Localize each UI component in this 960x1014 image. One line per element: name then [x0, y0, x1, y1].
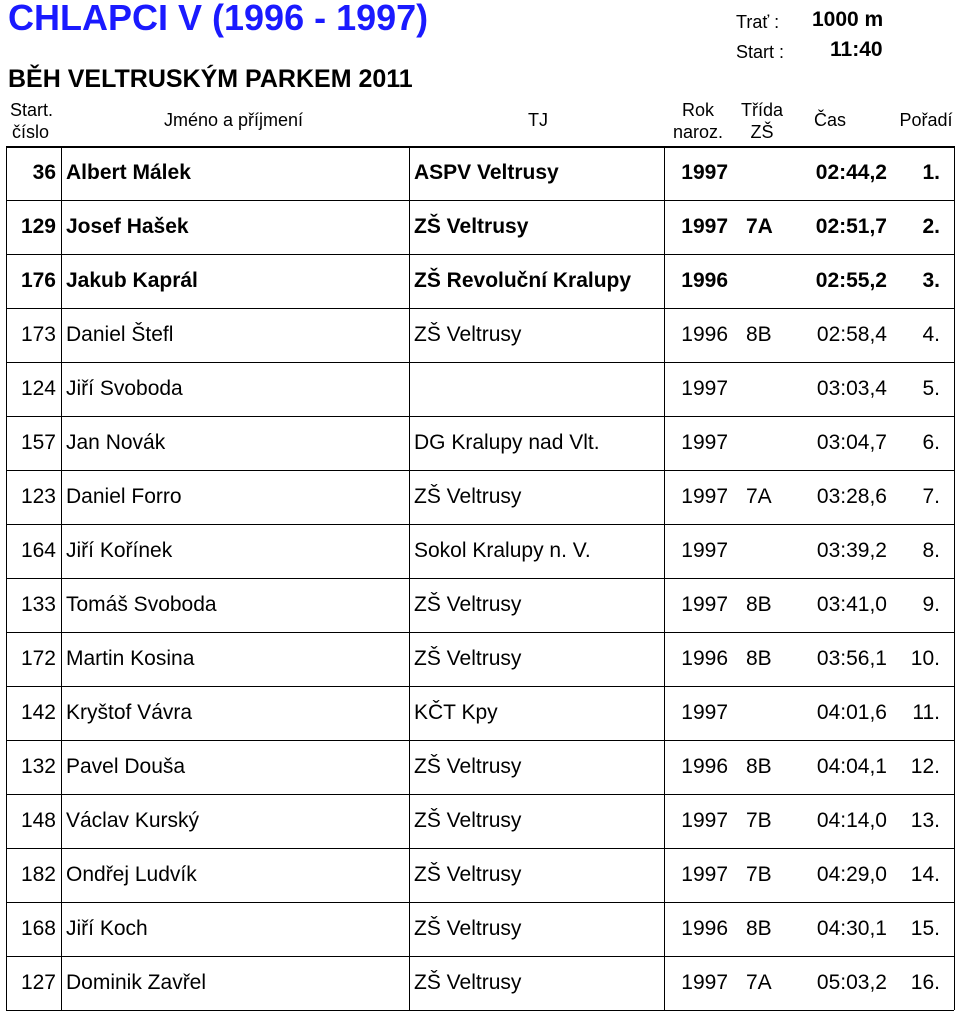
finish-time: 03:56,1	[816, 647, 887, 670]
birth-year: 1996	[681, 323, 728, 346]
start-number: 182	[20, 863, 56, 886]
row-rule	[6, 1010, 954, 1011]
header-class-line2: ZŠ	[750, 122, 774, 142]
event-name: BĚH VELTRUSKÝM PARKEM 2011	[8, 65, 413, 93]
athlete-name: Jiří Kořínek	[66, 539, 173, 562]
start-number: 127	[20, 971, 56, 994]
athlete-name: Dominik Zavřel	[66, 971, 207, 994]
athlete-name: Václav Kurský	[66, 809, 200, 832]
table-row	[0, 416, 960, 470]
placement: 5.	[922, 377, 940, 400]
track-value: 1000 m	[812, 8, 884, 31]
start-number: 157	[20, 431, 56, 454]
finish-time: 02:51,7	[815, 215, 887, 238]
finish-time: 03:28,6	[816, 485, 887, 508]
birth-year: 1997	[681, 971, 728, 994]
placement: 16.	[910, 971, 940, 994]
school-class: 8B	[746, 323, 772, 346]
placement: 13.	[910, 809, 940, 832]
athlete-name: Jan Novák	[66, 431, 166, 454]
header-start-number-line1: Start.	[10, 100, 54, 120]
placement: 10.	[910, 647, 940, 670]
athlete-name: Tomáš Svoboda	[66, 593, 217, 616]
finish-time: 04:01,6	[816, 701, 887, 724]
finish-time: 02:44,2	[815, 161, 887, 184]
placement: 14.	[910, 863, 940, 886]
header-rank: Pořadí	[899, 110, 953, 130]
table-row	[0, 524, 960, 578]
table-row	[0, 200, 960, 254]
birth-year: 1997	[681, 863, 728, 886]
school-class: 7B	[746, 863, 772, 886]
club-name	[414, 362, 664, 416]
athlete-name: Daniel Štefl	[66, 323, 174, 346]
athlete-name: Kryštof Vávra	[66, 701, 193, 724]
club-name: DG Kralupy nad Vlt.	[414, 431, 600, 454]
start-number: 124	[20, 377, 56, 400]
finish-time: 02:55,2	[815, 269, 887, 292]
birth-year: 1997	[681, 485, 728, 508]
birth-year: 1996	[681, 647, 728, 670]
finish-time: 03:03,4	[816, 377, 887, 400]
table-row	[0, 146, 960, 200]
birth-year: 1997	[681, 431, 728, 454]
club-name: ZŠ Veltrusy	[414, 593, 522, 616]
start-time-label: Start :	[736, 42, 785, 62]
start-time-value: 11:40	[830, 38, 883, 61]
table-row	[0, 902, 960, 956]
club-name: ZŠ Veltrusy	[414, 917, 522, 940]
athlete-name: Albert Málek	[66, 161, 191, 184]
table-row	[0, 362, 960, 416]
finish-time: 04:04,1	[816, 755, 887, 778]
start-number: 36	[32, 161, 56, 184]
finish-time: 03:39,2	[816, 539, 887, 562]
finish-time: 02:58,4	[816, 323, 887, 346]
placement: 9.	[922, 593, 940, 616]
club-name: ZŠ Veltrusy	[414, 755, 522, 778]
placement: 3.	[922, 269, 940, 292]
school-class	[746, 146, 796, 200]
club-name: ASPV Veltrusy	[414, 161, 559, 184]
table-row	[0, 308, 960, 362]
finish-time: 03:04,7	[816, 431, 887, 454]
placement: 8.	[922, 539, 940, 562]
start-number: 142	[20, 701, 56, 724]
club-name: ZŠ Veltrusy	[414, 323, 522, 346]
start-number: 133	[20, 593, 56, 616]
birth-year: 1997	[681, 701, 728, 724]
birth-year: 1996	[681, 755, 728, 778]
start-number: 173	[20, 323, 56, 346]
table-row	[0, 578, 960, 632]
birth-year: 1997	[681, 809, 728, 832]
placement: 2.	[922, 215, 940, 238]
birth-year: 1997	[681, 539, 728, 562]
start-number: 176	[20, 269, 56, 292]
school-class	[746, 416, 796, 470]
finish-time: 04:30,1	[816, 917, 887, 940]
page-title: CHLAPCI V (1996 - 1997)	[8, 0, 429, 38]
birth-year: 1996	[681, 917, 728, 940]
table-row	[0, 794, 960, 848]
school-class: 7A	[746, 485, 772, 508]
club-name: Sokol Kralupy n. V.	[414, 539, 591, 562]
start-number: 168	[20, 917, 56, 940]
finish-time: 05:03,2	[816, 971, 887, 994]
table-row	[0, 848, 960, 902]
school-class	[746, 686, 796, 740]
header-time: Čas	[813, 110, 846, 130]
birth-year: 1996	[681, 269, 728, 292]
school-class	[746, 524, 796, 578]
athlete-name: Josef Hašek	[66, 215, 189, 238]
school-class: 8B	[746, 917, 772, 940]
birth-year: 1997	[681, 377, 728, 400]
header-start-number-line2: číslo	[12, 122, 50, 142]
start-number: 132	[20, 755, 56, 778]
athlete-name: Ondřej Ludvík	[66, 863, 197, 886]
club-name: ZŠ Revoluční Kralupy	[414, 269, 632, 292]
placement: 1.	[922, 161, 940, 184]
athlete-name: Jakub Kaprál	[66, 269, 198, 292]
placement: 7.	[922, 485, 940, 508]
finish-time: 04:14,0	[816, 809, 887, 832]
school-class	[746, 254, 796, 308]
table-row	[0, 956, 960, 1010]
finish-time: 03:41,0	[816, 593, 887, 616]
school-class: 7A	[746, 971, 772, 994]
club-name: ZŠ Veltrusy	[414, 809, 522, 832]
school-class	[746, 362, 796, 416]
placement: 6.	[922, 431, 940, 454]
table-row	[0, 632, 960, 686]
school-class: 8B	[746, 593, 772, 616]
school-class: 7A	[746, 215, 773, 238]
athlete-name: Martin Kosina	[66, 647, 195, 670]
club-name: ZŠ Veltrusy	[414, 215, 529, 238]
start-number: 129	[20, 215, 56, 238]
finish-time: 04:29,0	[816, 863, 887, 886]
header-name: Jméno a příjmení	[164, 110, 304, 130]
club-name: ZŠ Veltrusy	[414, 971, 522, 994]
birth-year: 1997	[681, 161, 728, 184]
start-number: 172	[20, 647, 56, 670]
start-number: 164	[20, 539, 56, 562]
club-name: ZŠ Veltrusy	[414, 863, 522, 886]
birth-year: 1997	[681, 593, 728, 616]
header-birth-year-line2: naroz.	[672, 122, 724, 142]
athlete-name: Daniel Forro	[66, 485, 182, 508]
header-class-line1: Třída	[740, 100, 783, 120]
header-birth-year-line1: Rok	[681, 100, 714, 120]
athlete-name: Jiří Svoboda	[66, 377, 183, 400]
table-row	[0, 470, 960, 524]
athlete-name: Jiří Koch	[66, 917, 148, 940]
school-class: 8B	[746, 647, 772, 670]
placement: 4.	[922, 323, 940, 346]
school-class: 7B	[746, 809, 772, 832]
start-number: 123	[20, 485, 56, 508]
club-name: ZŠ Veltrusy	[414, 647, 522, 670]
athlete-name: Pavel Douša	[66, 755, 186, 778]
placement: 12.	[910, 755, 940, 778]
birth-year: 1997	[681, 215, 728, 238]
club-name: ZŠ Veltrusy	[414, 485, 522, 508]
track-label: Trať :	[736, 12, 780, 32]
header-club: TJ	[528, 110, 548, 130]
table-row	[0, 254, 960, 308]
placement: 11.	[912, 701, 940, 724]
club-name: KČT Kpy	[414, 701, 498, 724]
table-row	[0, 686, 960, 740]
school-class: 8B	[746, 755, 772, 778]
placement: 15.	[910, 917, 940, 940]
start-number: 148	[20, 809, 56, 832]
table-row	[0, 740, 960, 794]
